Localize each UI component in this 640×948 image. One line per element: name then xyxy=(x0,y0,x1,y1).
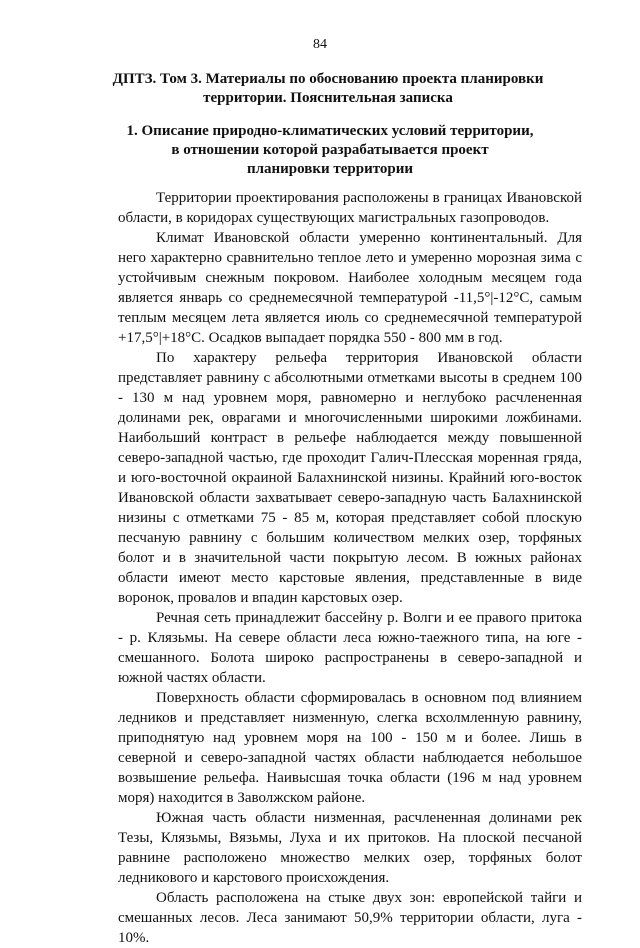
section-title-line-1: 1. Описание природно-климатических условий территории, xyxy=(126,123,534,139)
section-title-line-2: в отношении которой разрабатывается проект xyxy=(171,142,489,158)
paragraph-climate: Климат Ивановской области умеренно континентальный. Для него характерно сравнительно теплое лето и умеренно морозная зима с устойчивым снежным покровом. Наиболее холодным месяцем года является январь со среднемесячной температурой -11,5°|-12°С, самым теплым месяцем лета является июль со среднемесячной температурой +17,5°|+18°С. Осадков выпадает порядка 550 - 800 мм в год. xyxy=(118,230,582,346)
body-text xyxy=(118,188,582,948)
section-title xyxy=(110,122,550,179)
section-title-line-3: планировки территории xyxy=(246,161,414,177)
paragraph-rivers: Речная сеть принадлежит бассейну р. Волги и ее правого притока - р. Клязьмы. На севере области леса южно-таежного типа, на юге - смешанного. Болота широко распространены в северо-западной и южной частях области. xyxy=(118,610,582,686)
paragraph-forest-zones: Область расположена на стыке двух зон: европейской тайги и смешанных лесов. Леса занимают 50,9% территории области, луга - 10%. xyxy=(118,890,582,946)
paragraph-relief: По характеру рельефа территория Ивановской области представляет равнину с абсолютными отметками высоты в среднем 100 - 130 м над уровнем моря, равномерно и неглубоко расчлененная долинами рек, оврагами и многочисленными широкими ложбинами. Наибольший контраст в рельефе наблюдается между повышенной северо-западной частью, где проходит Галич-Плесская моренная гряда, и юго-восточной окраиной Балахнинской низины. Крайний юго-восток Ивановской области захватывает северо-западную часть Балахнинской низины с отметками 75 - 85 м, которая представляет собой плоскую песчаную равнину с большим количеством мелких озер, торфяных болот и в значительной части покрытую лесом. В южных районах области имеют место карстовые явления, представленные в виде воронок, провалов и впадин карстовых озер. xyxy=(118,350,582,606)
paragraph-surface: Поверхность области сформировалась в основном под влиянием ледников и представляет низменную, слегка всхолмленную равнину, приподнятую над уровнем моря на 100 - 150 м и более. Лишь в северной и северо-западной частях области наблюдается небольшое возвышение рельефа. Наивысшая точка области (196 м над уровнем моря) находится в Заволжском районе. xyxy=(118,690,582,806)
paragraph-territory: Территории проектирования расположены в границах Ивановской области, в коридорах существующих магистральных газопроводов. xyxy=(118,190,582,226)
paragraph-south: Южная часть области низменная, расчлененная долинами рек Тезы, Клязьмы, Вязьмы, Луха и их притоков. На плоской песчаной равнине расположено множество мелких озер, торфяных болот ледникового и карстового происхождения. xyxy=(118,810,582,886)
page-number: 84 xyxy=(313,37,327,52)
document-header: ДПТЗ. Том 3. Материалы по обоснованию проекта планировки территории. Пояснительная записка xyxy=(112,71,544,106)
